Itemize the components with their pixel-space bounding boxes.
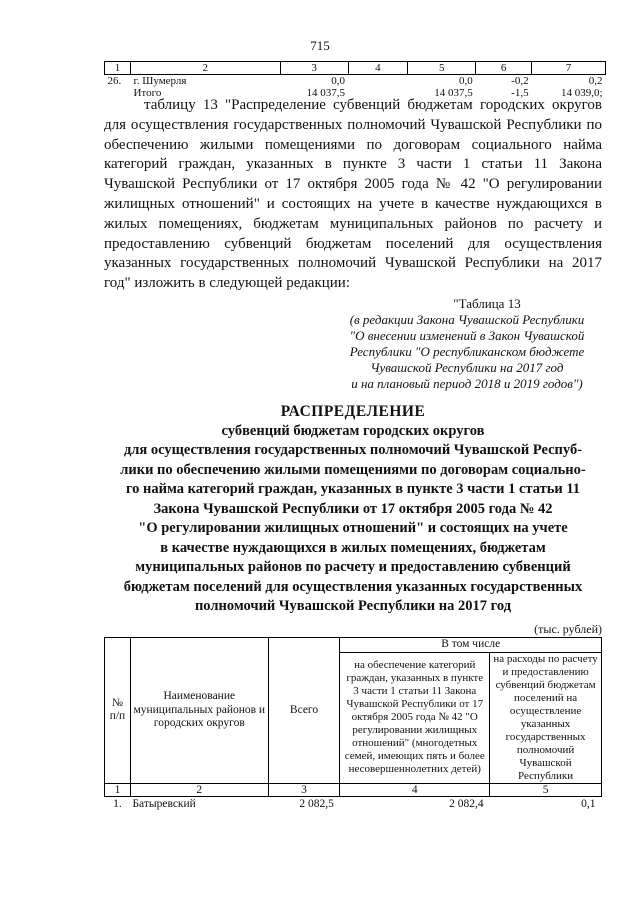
header-col5: на расходы по расчету и предоставлению субвенций бюджетам поселений на осуществление указанных государственных полномочий Чувашской Республики [490,652,602,783]
table-header-row [105,62,606,75]
note-line: Республики "О республиканском бюджете [349,344,585,359]
header-cell: 7 [532,62,606,75]
note-line: и на плановый период 2018 и 2019 годов") [351,376,583,391]
table-label: "Таблица 13 [453,296,521,311]
title-line: лики по обеспечению жилыми помещениями по договорам социально- [120,461,586,478]
column-number: 4 [340,783,490,796]
header-col4: на обеспечение категорий граждан, указанных в пункте 3 части 1 статьи 11 Закона Чувашской Республики от 17 октября 2005 года № 42 "О регулировании жилищных отношений" (многодетных семей, имеющих пять и более несовершеннолетних детей) [340,652,490,783]
table-row [105,796,602,813]
column-numbers-row [105,783,602,796]
row-value: 14 037,5 [434,87,473,99]
distribution-table [104,637,602,813]
title-line: для осуществления государственных полномочий Чувашской Респуб- [123,442,583,458]
row-value: 0,2 [588,75,603,87]
table-row [105,75,606,88]
paragraph-text: таблицу 13 "Распределение субвенций бюджетам городских округов для осуществления государственных полномочий Чувашской Республики по обеспечению жилыми помещениями по договорам социального найма категорий граждан, указанных в пункте 3 части 1 статьи 11 Закона Чувашской Республики от 17 октября 2005 года № 42 "О регулировании жилищных отношений" и состоящих на учете в качестве нуждающихся в жилых помещениях, бюджетам муниципальных районов по расчету и предоставлению субвенций бюджетам поселений для осуществления указанных государственных полномочий Чувашской Республики на 2017 год" изложить в следующей редакции: [104,97,602,292]
header-including: В том числе [340,638,602,653]
header-cell: 2 [130,62,280,75]
amendment-paragraph [104,96,602,294]
row-col4: 2 082,4 [449,797,484,810]
title-line: го найма категорий граждан, указанных в пункте 3 части 1 статьи 11 [125,481,581,497]
column-number: 3 [268,783,340,796]
note-line: (в редакции Закона Чувашской Республики [349,312,585,327]
column-number: 5 [490,783,602,796]
header-num: № п/п [105,638,131,784]
note-line: "О внесении изменений в Закон Чувашской [349,328,585,343]
previous-table-fragment [104,61,606,99]
row-name: Батыревский [132,797,196,810]
title-line: полномочий Чувашской Республики на 2017 год [194,598,512,614]
row-col5: 0,1 [581,797,596,810]
row-value: 0,0 [331,75,345,87]
title-line: Закона Чувашской Республики от 17 октября 2005 года № 42 [153,500,553,517]
title-line: субвенций бюджетам городских округов [221,422,485,439]
title-line: "О регулировании жилищных отношений" и состоящих на учете [138,520,568,536]
note-line: Чувашской Республики на 2017 год [370,360,564,375]
column-number: 1 [105,783,131,796]
row-value [348,75,408,88]
row-number: 26. [107,75,122,87]
header-cell: 4 [348,62,408,75]
row-number: 1. [113,797,122,810]
page-number: 715 [310,38,330,53]
header-cell: 5 [408,62,476,75]
row-total: 2 082,5 [299,797,334,810]
document-title [104,402,602,617]
units-label: (тыс. рублей) [534,622,602,636]
title-line: в качестве нуждающихся в жилых помещениях, бюджетам [160,539,546,556]
row-value: 14 037,5 [306,87,345,99]
row-name: г. Шумерля [133,75,187,87]
row-value: -0,2 [511,75,529,87]
header-total: Всего [268,638,340,784]
header-cell: 6 [476,62,532,75]
title-line: бюджетам поселений для осуществления указанных государственных [123,578,583,595]
row-name: Итого [133,87,162,99]
header-name: Наименование муниципальных районов и городских округов [130,638,268,784]
row-value: 0,0 [458,75,473,87]
row-value: 14 039,0; [560,87,603,99]
table-note [332,296,602,392]
title-line: муниципальных районов по расчету и предоставлению субвенций [135,559,571,575]
column-number: 2 [130,783,268,796]
title-heading: РАСПРЕДЕЛЕНИЕ [280,403,426,420]
header-cell: 3 [280,62,348,75]
row-value: -1,5 [511,87,529,99]
header-cell: 1 [105,62,131,75]
